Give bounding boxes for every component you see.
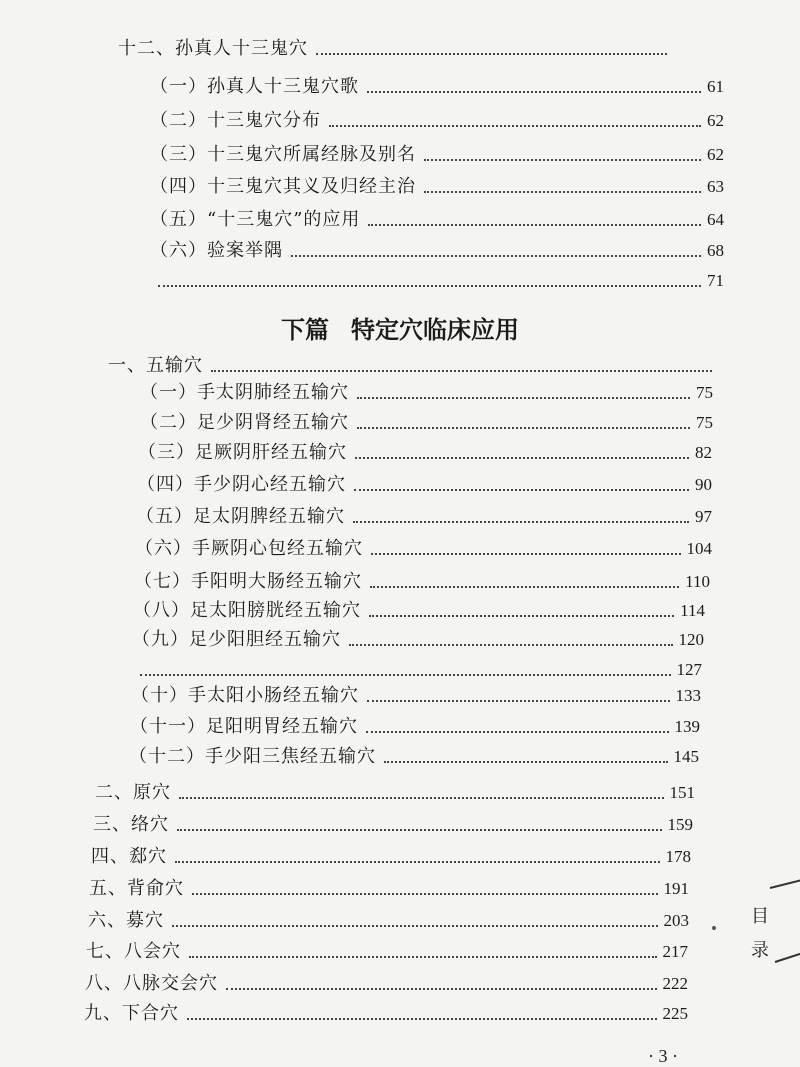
toc-item-label: （八）足太阳膀胱经五输穴: [133, 600, 361, 621]
toc-item-label: （一）孙真人十三鬼穴歌: [150, 76, 359, 97]
dot-leader: [353, 521, 689, 523]
toc-heading-page: 178: [665, 847, 691, 866]
toc-item[interactable]: [136, 498, 712, 528]
dot-leader: [211, 370, 712, 372]
toc-heading[interactable]: [95, 774, 695, 804]
toc-heading-label: 七、八会穴: [86, 941, 181, 962]
toc-item-label: （五）“十三鬼穴”的应用: [150, 209, 361, 230]
toc-item-page: 61: [707, 77, 724, 96]
dot-leader: [316, 53, 667, 55]
dot-leader: [424, 191, 701, 193]
toc-item-label: （六）验案举隅: [150, 240, 283, 261]
toc-item-label: （十）手太阳小肠经五输穴: [131, 685, 359, 706]
dot-leader: [368, 224, 701, 226]
dot-leader: [140, 674, 671, 676]
toc-item-label: （九）足少阳胆经五输穴: [132, 629, 341, 650]
toc-item-label: （五）足太阴脾经五输穴: [136, 506, 345, 527]
toc-heading-page: 191: [663, 879, 689, 898]
toc-heading-12[interactable]: [118, 30, 673, 60]
dot-leader: [189, 956, 657, 958]
toc-heading[interactable]: [85, 965, 688, 995]
dot-leader: [369, 615, 674, 617]
toc-item-page: 75: [696, 383, 713, 402]
toc-heading-label: 一、五输穴: [108, 355, 203, 376]
dot-leader: [366, 731, 669, 733]
toc-item-page: 62: [707, 111, 724, 130]
toc-heading[interactable]: [88, 902, 689, 932]
dot-leader: [371, 553, 681, 555]
toc-item[interactable]: [150, 102, 724, 132]
ink-dot: [712, 926, 716, 930]
toc-item[interactable]: [150, 136, 724, 166]
toc-item-page: 127: [676, 660, 702, 679]
side-tab: [748, 900, 772, 968]
toc-item[interactable]: [150, 168, 724, 198]
toc-heading-label: 三、络穴: [93, 814, 169, 835]
dot-leader: [175, 861, 660, 863]
dot-leader: [179, 797, 664, 799]
dot-leader: [192, 893, 658, 895]
toc-item[interactable]: [150, 232, 724, 262]
toc-item-page: 133: [675, 686, 701, 705]
toc-item[interactable]: [132, 621, 704, 651]
toc-heading[interactable]: [89, 870, 689, 900]
toc-item-label: （六）手厥阴心包经五输穴: [135, 538, 363, 559]
toc-heading-label: 四、郄穴: [91, 846, 167, 867]
toc-heading-page: 159: [667, 815, 693, 834]
toc-item[interactable]: [150, 201, 724, 231]
side-tab-char: 录: [751, 940, 769, 961]
toc-heading-label: 十二、孙真人十三鬼穴: [118, 38, 308, 59]
part-title-text: 特定穴临床应用: [351, 316, 519, 344]
toc-item-label: （三）十三鬼穴所属经脉及别名: [150, 144, 416, 165]
dot-leader: [172, 925, 658, 927]
toc-heading-page: 225: [662, 1004, 688, 1023]
toc-item-label: （二）十三鬼穴分布: [150, 110, 321, 131]
page-number: · 3 ·: [648, 1046, 678, 1066]
toc-item-page: 82: [695, 443, 712, 462]
dot-leader: [291, 255, 701, 257]
toc-item-label: （二）足少阴肾经五输穴: [140, 412, 349, 433]
toc-item-label: （四）手少阴心经五输穴: [137, 474, 346, 495]
toc-heading-label: 二、原穴: [95, 782, 171, 803]
dot-leader: [329, 125, 701, 127]
page-edge-line: [770, 877, 800, 889]
toc-item-page: 68: [707, 241, 724, 260]
toc-item-page: 64: [707, 210, 724, 229]
toc-item-label: （七）手阳明大肠经五输穴: [134, 571, 362, 592]
dot-leader: [424, 159, 701, 161]
toc-item[interactable]: [129, 738, 699, 768]
toc-item-label: （十一）足阳明胃经五输穴: [130, 716, 358, 737]
side-tab-char: 目: [751, 906, 769, 927]
toc-item[interactable]: [140, 404, 713, 434]
toc-item-page: 62: [707, 145, 724, 164]
toc-item-label: （十二）手少阳三焦经五输穴: [129, 746, 376, 767]
dot-leader: [355, 457, 689, 459]
toc-item[interactable]: [135, 530, 712, 560]
toc-item-page: 97: [695, 507, 712, 526]
dot-leader: [158, 285, 701, 287]
toc-item[interactable]: [140, 374, 713, 404]
toc-item[interactable]: [133, 592, 705, 622]
toc-heading-label: 八、八脉交会穴: [85, 973, 218, 994]
toc-item-page: 114: [680, 601, 705, 620]
toc-item[interactable]: [138, 434, 712, 464]
toc-heading[interactable]: [91, 838, 691, 868]
toc-item-page: 63: [707, 177, 724, 196]
toc-heading-label: 九、下合穴: [84, 1003, 179, 1024]
toc-heading[interactable]: [93, 806, 693, 836]
toc-heading-page: 151: [669, 783, 695, 802]
dot-leader: [357, 427, 690, 429]
toc-item-page: 71: [707, 271, 724, 290]
page-edge-line: [775, 949, 800, 963]
dot-leader: [226, 988, 657, 990]
dot-leader: [354, 489, 689, 491]
dot-leader: [357, 397, 690, 399]
toc-item[interactable]: [131, 677, 701, 707]
dot-leader: [367, 700, 670, 702]
toc-item[interactable]: [150, 68, 724, 98]
toc-heading[interactable]: [86, 933, 688, 963]
toc-item-label: （三）足厥阴肝经五输穴: [138, 442, 347, 463]
dot-leader: [349, 644, 673, 646]
toc-item[interactable]: [150, 262, 724, 292]
part-title: [0, 310, 800, 345]
dot-leader: [370, 586, 679, 588]
part-name: 下篇: [281, 316, 329, 344]
dot-leader: [384, 761, 668, 763]
toc-item[interactable]: [137, 466, 712, 496]
toc-heading-label: 五、背俞穴: [89, 878, 184, 899]
toc-item[interactable]: [130, 708, 700, 738]
dot-leader: [177, 829, 662, 831]
toc-item-page: 139: [674, 717, 700, 736]
toc-item-page: 90: [695, 475, 712, 494]
toc-item-page: 75: [696, 413, 713, 432]
toc-heading[interactable]: [84, 995, 688, 1025]
toc-item-page: 104: [686, 539, 712, 558]
toc-heading-page: 222: [662, 974, 688, 993]
toc-item[interactable]: [134, 563, 710, 593]
toc-heading-1[interactable]: [108, 347, 718, 377]
toc-item-page: 120: [678, 630, 704, 649]
toc-item-page: 110: [685, 572, 710, 591]
toc-heading-page: 217: [662, 942, 688, 961]
dot-leader: [187, 1018, 657, 1020]
dot-leader: [367, 91, 701, 93]
toc-heading-label: 六、募穴: [88, 910, 164, 931]
toc-heading-page: 203: [663, 911, 689, 930]
toc-item-label: （一）手太阴肺经五输穴: [140, 382, 349, 403]
toc-item-label: （四）十三鬼穴其义及归经主治: [150, 176, 416, 197]
toc-item-page: 145: [673, 747, 699, 766]
